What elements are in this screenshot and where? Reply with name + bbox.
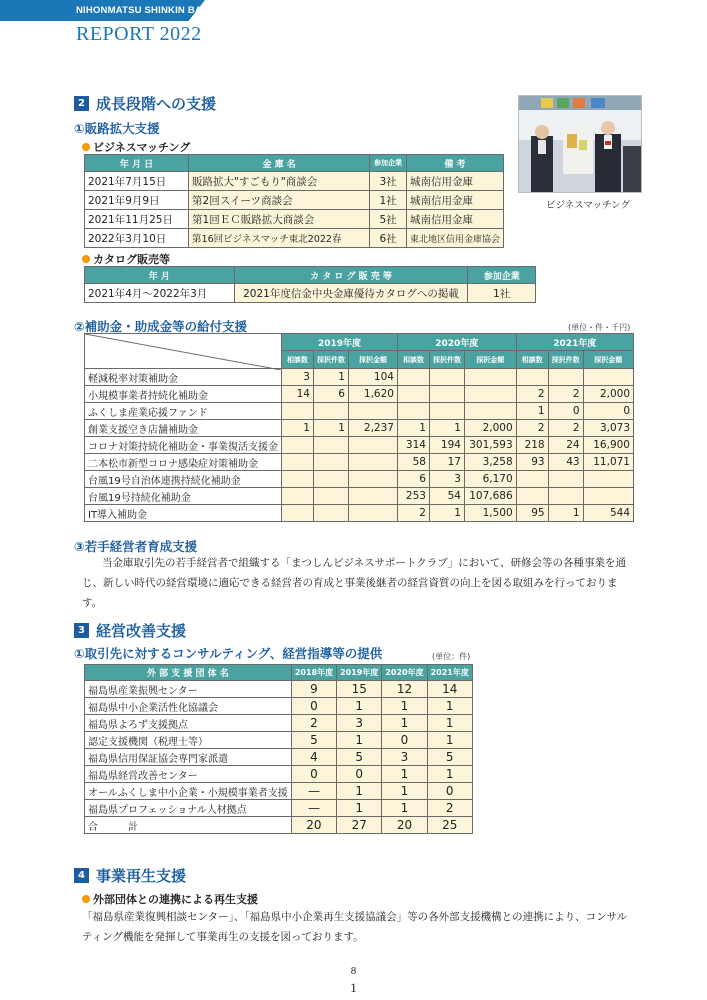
- table-row: [85, 403, 634, 420]
- row-label: 認定支援機関（税理士等）: [85, 732, 292, 749]
- row-value: [282, 488, 314, 505]
- row-value: 20: [382, 817, 427, 834]
- photo-caption: ビジネスマッチング: [546, 200, 630, 211]
- row-value: [282, 454, 314, 471]
- row-value: 0: [583, 403, 633, 420]
- row-value: 1: [282, 420, 314, 437]
- col-header: 年 月: [85, 267, 235, 284]
- row-value: —: [291, 783, 336, 800]
- row-value: 6,170: [464, 471, 516, 488]
- row-value: 2: [397, 505, 429, 522]
- subsidy-table: 2019年度 2020年度 2021年度 相談数 採択件数 採択金額 相談数 採択件数 採択金額 相談数 採択件数 採択金額 軽減税率対策補助金 3 1 104 小規模事業者持続化補助金 14 6 1,620 2 2 2,000 ふくしま産業応援ファンド 1 0 0 創業支援空き店舗補助金 1 1 2,237 1 1 2,000 2 2 3,073 コロナ対策持続化補助金・事業復活支援金 314 194 301,593 218 24 16,900 二本松市新型コロナ感染症対策補助金 58 17 3,258 93 43 11,071 台風19号自治体連携持続化補助金 6 3 6,170 台風19号持続化補助金 253 54 107,686 IT導入補助金 2 1 1,500 95 1 544: [84, 333, 634, 522]
- row-value: 253: [397, 488, 429, 505]
- catalog-sales-label: カタログ販売等: [82, 251, 170, 267]
- col-header: 参加企業: [370, 155, 407, 172]
- col-header: 参加企業: [468, 267, 536, 284]
- row-value: [516, 488, 548, 505]
- row-value: 20: [291, 817, 336, 834]
- consulting-subtitle: ①取引先に対するコンサルティング、経営指導等の提供: [74, 646, 383, 661]
- subsidy-subtitle: ②補助金・助成金等の給付支援: [74, 319, 248, 334]
- row-value: 14: [427, 681, 472, 698]
- row-label: 福島県よろず支援拠点: [85, 715, 292, 732]
- row-value: 104: [348, 369, 397, 386]
- col-header: 年 月 日: [85, 155, 189, 172]
- row-value: 1: [427, 732, 472, 749]
- row-value: [348, 505, 397, 522]
- row-value: [397, 386, 429, 403]
- row-value: 5: [427, 749, 472, 766]
- section-number: 4: [74, 868, 89, 883]
- row-value: 0: [291, 698, 336, 715]
- table-row: [85, 488, 634, 505]
- row-value: 301,593: [464, 437, 516, 454]
- row-value: 2,237: [348, 420, 397, 437]
- row-label: 福島県経営改善センター: [85, 766, 292, 783]
- row-value: [516, 369, 548, 386]
- year-header: 2019年度: [282, 334, 398, 351]
- table-row: [85, 715, 473, 732]
- year-header: 2021年度: [516, 334, 633, 351]
- page-number: 8: [350, 965, 357, 977]
- row-value: 1: [313, 420, 348, 437]
- row-value: 27: [337, 817, 382, 834]
- col-header: 備 考: [406, 155, 503, 172]
- row-value: 1: [427, 715, 472, 732]
- col-header: カ タ ロ グ 販 売 等: [234, 267, 468, 284]
- row-value: 3: [282, 369, 314, 386]
- row-value: [548, 471, 583, 488]
- table-row: 2022年3月10日 第16回ビジネスマッチ東北2022春 6社 東北地区信用金庫協会: [85, 229, 504, 248]
- row-value: [282, 403, 314, 420]
- row-value: 0: [337, 766, 382, 783]
- col-header: 金 庫 名: [189, 155, 370, 172]
- row-value: [464, 386, 516, 403]
- row-label: 合 計: [85, 817, 292, 834]
- row-value: 5: [291, 732, 336, 749]
- row-value: —: [291, 800, 336, 817]
- row-value: 9: [291, 681, 336, 698]
- revitalization-bullet: 外部団体との連携による再生支援: [82, 891, 258, 907]
- row-label: 福島県中小企業活性化協議会: [85, 698, 292, 715]
- row-value: 1: [397, 420, 429, 437]
- row-value: 25: [427, 817, 472, 834]
- row-value: 544: [583, 505, 633, 522]
- row-value: [548, 488, 583, 505]
- row-value: 1: [382, 783, 427, 800]
- row-value: 314: [397, 437, 429, 454]
- row-value: [583, 471, 633, 488]
- row-value: [282, 437, 314, 454]
- row-value: 1: [516, 403, 548, 420]
- row-value: [464, 369, 516, 386]
- row-value: 4: [291, 749, 336, 766]
- row-value: 2: [516, 386, 548, 403]
- table-row: [85, 471, 634, 488]
- row-value: 2: [548, 420, 583, 437]
- row-value: [282, 505, 314, 522]
- row-value: 3: [337, 715, 382, 732]
- row-value: [313, 488, 348, 505]
- row-value: 0: [291, 766, 336, 783]
- row-value: 12: [382, 681, 427, 698]
- row-value: 1: [337, 783, 382, 800]
- section-2-title: [74, 93, 216, 114]
- consulting-unit: (単位：件): [432, 652, 471, 661]
- row-value: 2: [516, 420, 548, 437]
- bullet-icon: [82, 895, 90, 903]
- row-value: 17: [429, 454, 464, 471]
- row-label: ふくしま産業応援ファンド: [85, 403, 282, 420]
- row-value: 0: [382, 732, 427, 749]
- section-heading: 経営改善支援: [96, 622, 187, 640]
- row-value: 1: [427, 766, 472, 783]
- row-label: 福島県産業振興センター: [85, 681, 292, 698]
- row-value: 95: [516, 505, 548, 522]
- row-value: 1,620: [348, 386, 397, 403]
- row-label: 福島県プロフェッショナル人材拠点: [85, 800, 292, 817]
- section-4-title: [74, 865, 186, 886]
- sales-expansion-subtitle: ①販路拡大支援: [74, 121, 160, 136]
- row-value: 6: [397, 471, 429, 488]
- row-value: [583, 369, 633, 386]
- row-value: 1: [429, 505, 464, 522]
- row-value: [348, 454, 397, 471]
- row-value: 54: [429, 488, 464, 505]
- young-managers-subtitle: ③若手経営者育成支援: [74, 539, 198, 554]
- table-row: 2021年7月15日 販路拡大"すごもり"商談会 3社 城南信用金庫: [85, 172, 504, 191]
- row-value: 0: [427, 783, 472, 800]
- row-value: [548, 369, 583, 386]
- young-managers-text: 当金庫取引先の若手経営者で組織する「まつしんビジネスサポートクラブ」において、研修会等の各種事業を通じ、新しい時代の経営環境に適応できる経営者の育成と事業後継者の経営資質の向上を図る取組みを行っております。: [82, 557, 627, 609]
- row-label: コロナ対策持続化補助金・事業復活支援金: [85, 437, 282, 454]
- table-row: [85, 420, 634, 437]
- row-value: [348, 403, 397, 420]
- row-value: [583, 488, 633, 505]
- total-row: [85, 817, 473, 834]
- row-label: オールふくしま中小企業・小規模事業者支援: [85, 783, 292, 800]
- year-header: 2020年度: [397, 334, 516, 351]
- section-number: 2: [74, 96, 89, 111]
- row-label: 小規模事業者持続化補助金: [85, 386, 282, 403]
- row-value: 2,000: [583, 386, 633, 403]
- table-row: [85, 386, 634, 403]
- row-value: 194: [429, 437, 464, 454]
- business-matching-label: ビジネスマッチング: [82, 139, 190, 155]
- section-3-title: [74, 620, 186, 641]
- row-value: 3,073: [583, 420, 633, 437]
- subsidy-rows: [85, 369, 634, 522]
- row-value: [313, 471, 348, 488]
- row-label: 軽減税率対策補助金: [85, 369, 282, 386]
- row-value: [464, 403, 516, 420]
- row-value: 2: [291, 715, 336, 732]
- bank-name: NIHONMATSU SHINKIN BANK: [76, 5, 217, 16]
- row-value: 1: [337, 732, 382, 749]
- table-row: [85, 454, 634, 471]
- row-label: IT導入補助金: [85, 505, 282, 522]
- row-value: [429, 403, 464, 420]
- row-value: [313, 505, 348, 522]
- header-corner: [85, 334, 282, 369]
- row-value: [397, 403, 429, 420]
- table-row: [85, 749, 473, 766]
- row-value: 1: [382, 698, 427, 715]
- row-value: [348, 471, 397, 488]
- row-value: 3,258: [464, 454, 516, 471]
- row-value: [313, 437, 348, 454]
- row-value: 58: [397, 454, 429, 471]
- subsidy-unit: (単位・件・千円): [568, 323, 631, 332]
- table-row: 2021年9月9日 第2回スイーツ商談会 1社 城南信用金庫: [85, 191, 504, 210]
- row-label: 創業支援空き店舗補助金: [85, 420, 282, 437]
- photo-illustration: [519, 96, 642, 193]
- row-value: 43: [548, 454, 583, 471]
- bullet-icon: [82, 255, 90, 263]
- report-title: REPORT 2022: [76, 23, 202, 45]
- row-value: 3: [382, 749, 427, 766]
- row-value: 16,900: [583, 437, 633, 454]
- business-matching-table: [84, 154, 504, 248]
- row-value: [313, 403, 348, 420]
- row-value: [429, 386, 464, 403]
- row-value: [397, 369, 429, 386]
- row-value: 24: [548, 437, 583, 454]
- row-value: 1: [382, 766, 427, 783]
- table-row: [85, 698, 473, 715]
- row-value: 2: [548, 386, 583, 403]
- row-value: 15: [337, 681, 382, 698]
- section-number: 3: [74, 623, 89, 638]
- row-label: 台風19号自治体連携持続化補助金: [85, 471, 282, 488]
- table-row: [85, 369, 634, 386]
- table-row: 2021年11月25日 第1回ＥＣ販路拡大商談会 5社 城南信用金庫: [85, 210, 504, 229]
- business-matching-photo: [518, 95, 642, 193]
- row-label: 福島県信用保証協会専門家派遣: [85, 749, 292, 766]
- table-row: [85, 681, 473, 698]
- revitalization-text: 「福島県産業復興相談センター」、「福島県中小企業再生支援協議会」等の各外部支援機構との連携により、コンサルティング機能を発揮して事業再生の支援を図っております。: [82, 911, 628, 943]
- row-value: 3: [429, 471, 464, 488]
- row-value: [313, 454, 348, 471]
- row-value: 1: [427, 698, 472, 715]
- consulting-table: 外 部 支 援 団 体 名 2018年度 2019年度 2020年度 2021年度 福島県産業振興センター 9 15 12 14 福島県中小企業活性化協議会 0 1 1 1 福島県よろず支援拠点 2 3 1 1 認定支援機関（税理士等） 5 1 0 1 福島県信用保証協会専門家派遣 4 5 3 5 福島県経営改善センター 0 0 1 1 オールふくしま中小企業・小規模事業者支援 — 1 1 0 福島県プロフェッショナル人材拠点 — 1 1 2 合 計 20 27 20 25: [84, 664, 473, 834]
- page-mark: 1: [350, 980, 357, 995]
- row-value: 1: [429, 420, 464, 437]
- table-row: [85, 732, 473, 749]
- row-label: 二本松市新型コロナ感染症対策補助金: [85, 454, 282, 471]
- bullet-icon: [82, 143, 90, 151]
- row-value: 6: [313, 386, 348, 403]
- row-value: [282, 471, 314, 488]
- row-value: 107,686: [464, 488, 516, 505]
- row-value: [348, 437, 397, 454]
- row-value: 218: [516, 437, 548, 454]
- row-value: 1: [337, 800, 382, 817]
- row-value: 11,071: [583, 454, 633, 471]
- row-value: 2,000: [464, 420, 516, 437]
- row-value: 5: [337, 749, 382, 766]
- row-label: 台風19号持続化補助金: [85, 488, 282, 505]
- row-value: [429, 369, 464, 386]
- catalog-sales-table: [84, 266, 536, 303]
- row-value: 1,500: [464, 505, 516, 522]
- table-row: [85, 783, 473, 800]
- row-value: 14: [282, 386, 314, 403]
- section-heading: 事業再生支援: [96, 867, 187, 885]
- table-row: [85, 766, 473, 783]
- row-value: 1: [337, 698, 382, 715]
- table-row: [85, 437, 634, 454]
- table-row: 2021年4月～2022年3月 2021年度信金中央金庫優待カタログへの掲載 1社: [85, 284, 536, 303]
- consulting-rows: [85, 681, 473, 834]
- table-row: [85, 800, 473, 817]
- row-value: 1: [548, 505, 583, 522]
- row-value: 0: [548, 403, 583, 420]
- row-value: 93: [516, 454, 548, 471]
- row-value: 1: [382, 800, 427, 817]
- row-value: 2: [427, 800, 472, 817]
- row-value: 1: [382, 715, 427, 732]
- row-value: [348, 488, 397, 505]
- row-value: 1: [313, 369, 348, 386]
- row-value: [516, 471, 548, 488]
- section-heading: 成長段階への支援: [96, 95, 217, 113]
- table-row: [85, 505, 634, 522]
